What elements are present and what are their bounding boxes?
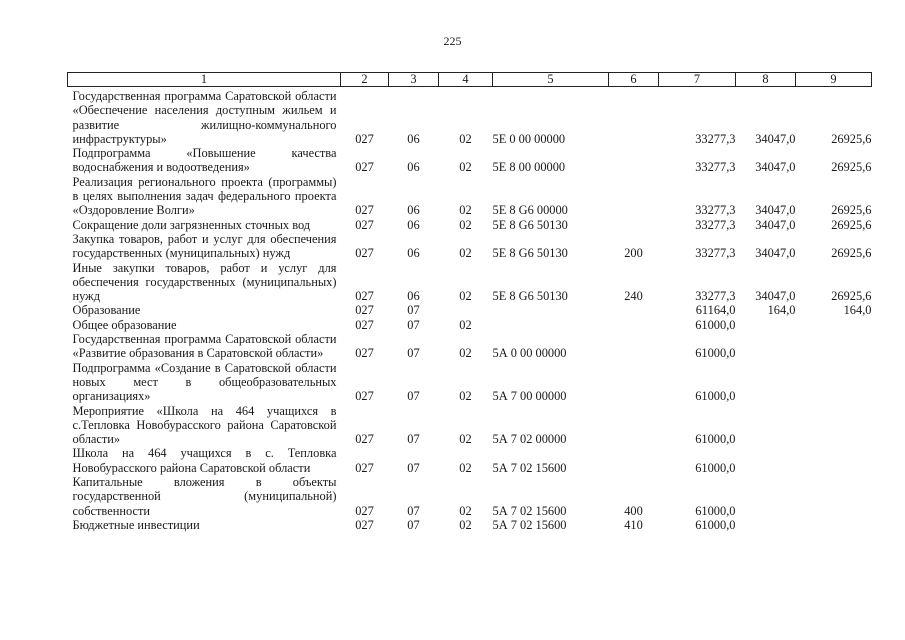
- row-target-article: 5А 7 02 00000: [492, 432, 567, 447]
- row-grbs: 027: [355, 246, 374, 261]
- row-sum-2: [736, 518, 796, 532]
- row-sum-2: 34047,0: [755, 131, 796, 146]
- table-row: [68, 87, 872, 147]
- row-sum-2: 34047,0: [755, 246, 796, 261]
- row-sum-2: 34047,0: [755, 289, 796, 304]
- header-col-4: 4: [439, 73, 493, 87]
- row-sum-1: 61000,0: [695, 432, 736, 447]
- row-grbs: 027: [355, 160, 374, 175]
- row-sum-1: 61000,0: [695, 317, 736, 332]
- row-section: 06: [407, 246, 420, 261]
- row-grbs: 027: [355, 289, 374, 304]
- row-sum-1: 61164,0: [695, 303, 736, 318]
- row-name: Государственная программа Саратовской области «Обеспечение населения доступным жильем и развитие жилищно-коммунального инфраструктуры»: [72, 89, 337, 146]
- table-row: [68, 146, 872, 175]
- row-sum-1: 61000,0: [695, 503, 736, 518]
- row-name: Подпрограмма «Создание в Саратовской области новых мест в общеобразовательных организациях»: [72, 360, 337, 404]
- table-row: [68, 404, 872, 447]
- table-row: [68, 518, 872, 532]
- header-col-3: 3: [389, 73, 439, 87]
- row-expense-type: 200: [624, 246, 643, 261]
- row-name: Закупка товаров, работ и услуг для обеспечения государственных (муниципальных) нужд: [72, 231, 337, 261]
- row-name: Мероприятие «Школа на 464 учащихся в с.Тепловка Новобурасского района Саратовской области»: [72, 403, 337, 447]
- row-name: Бюджетные инвестиции: [72, 517, 200, 532]
- row-sum-3: 26925,6: [831, 246, 872, 261]
- row-grbs: 027: [355, 346, 374, 361]
- row-sum-2: [736, 332, 796, 361]
- row-name: Подпрограмма «Повышение качества водоснабжения и водоотведения»: [72, 146, 337, 175]
- row-subsection: 02: [459, 203, 472, 218]
- row-sum-1: 33277,3: [695, 131, 736, 146]
- row-subsection: 02: [459, 289, 472, 304]
- row-section: 06: [407, 289, 420, 304]
- row-section: 07: [407, 303, 420, 318]
- row-expense-type: [609, 303, 659, 317]
- table-row: [68, 261, 872, 304]
- row-subsection: 02: [459, 346, 472, 361]
- row-target-article: 5А 7 02 15600: [492, 503, 567, 518]
- row-target-article: 5А 7 02 15600: [492, 460, 567, 475]
- header-col-6: 6: [609, 73, 659, 87]
- row-sum-3: 26925,6: [831, 160, 872, 175]
- row-expense-type: 240: [624, 289, 643, 304]
- header-col-1: 1: [68, 73, 341, 87]
- row-grbs: 027: [355, 303, 374, 318]
- row-section: 07: [407, 517, 420, 532]
- row-expense-type: [609, 218, 659, 232]
- row-expense-type: [609, 318, 659, 332]
- row-sum-1: 61000,0: [695, 460, 736, 475]
- table-row: [68, 475, 872, 518]
- row-sum-3: [796, 475, 872, 518]
- row-grbs: 027: [355, 389, 374, 404]
- row-target-article: 5Е 0 00 00000: [492, 131, 566, 146]
- row-subsection: 02: [459, 432, 472, 447]
- header-col-2: 2: [341, 73, 389, 87]
- row-target-article: 5Е 8 00 00000: [492, 160, 566, 175]
- row-section: 07: [407, 346, 420, 361]
- row-target-article: 5А 7 00 00000: [492, 389, 567, 404]
- row-name: Иные закупки товаров, работ и услуг для обеспечения государственных (муниципальных) нужд: [72, 260, 337, 304]
- row-target-article: [493, 303, 609, 317]
- row-section: 07: [407, 389, 420, 404]
- row-sum-3: [796, 446, 872, 475]
- row-sum-1: 33277,3: [695, 203, 736, 218]
- row-sum-1: 33277,3: [695, 160, 736, 175]
- header-col-5: 5: [493, 73, 609, 87]
- row-target-article: 5Е 8 G6 00000: [492, 203, 568, 218]
- row-section: 07: [407, 432, 420, 447]
- row-sum-1: 33277,3: [695, 246, 736, 261]
- table-row: [68, 232, 872, 261]
- row-expense-type: [609, 404, 659, 447]
- row-sum-1: 61000,0: [695, 389, 736, 404]
- row-sum-2: [736, 475, 796, 518]
- table-row: [68, 303, 872, 317]
- row-sum-2: 164,0: [767, 303, 796, 318]
- row-sum-2: [736, 404, 796, 447]
- row-expense-type: [609, 332, 659, 361]
- row-grbs: 027: [355, 432, 374, 447]
- row-subsection: 02: [459, 503, 472, 518]
- row-subsection: 02: [459, 246, 472, 261]
- row-sum-3: [796, 318, 872, 332]
- row-subsection: 02: [459, 160, 472, 175]
- row-grbs: 027: [355, 131, 374, 146]
- row-sum-2: [736, 318, 796, 332]
- row-target-article: 5А 0 00 00000: [492, 346, 567, 361]
- header-row: [68, 73, 872, 87]
- row-section: 07: [407, 460, 420, 475]
- row-subsection: 02: [459, 389, 472, 404]
- row-sum-3: 26925,6: [831, 131, 872, 146]
- row-section: 07: [407, 317, 420, 332]
- row-sum-3: [796, 518, 872, 532]
- header-col-8: 8: [736, 73, 796, 87]
- row-name: Образование: [72, 303, 141, 318]
- row-grbs: 027: [355, 503, 374, 518]
- row-target-article: [493, 318, 609, 332]
- table-row: [68, 361, 872, 404]
- row-target-article: 5А 7 02 15600: [492, 517, 567, 532]
- header-col-9: 9: [796, 73, 872, 87]
- row-grbs: 027: [355, 317, 374, 332]
- row-subsection: 02: [459, 131, 472, 146]
- row-subsection: 02: [459, 317, 472, 332]
- row-sum-3: [796, 361, 872, 404]
- row-name: Реализация регионального проекта (программы) в целях выполнения задач федерального проекта «Оздоровление Волги»: [72, 174, 337, 218]
- row-grbs: 027: [355, 217, 374, 232]
- row-name: Сокращение доли загрязненных сточных вод: [72, 217, 311, 232]
- row-sum-2: 34047,0: [755, 203, 796, 218]
- row-expense-type: 400: [624, 503, 643, 518]
- table-row: [68, 446, 872, 475]
- row-expense-type: [609, 146, 659, 175]
- row-section: 06: [407, 160, 420, 175]
- row-sum-1: 33277,3: [695, 289, 736, 304]
- row-sum-1: 61000,0: [695, 346, 736, 361]
- row-expense-type: [609, 175, 659, 218]
- row-section: 07: [407, 503, 420, 518]
- table-body: [68, 87, 872, 533]
- row-subsection: 02: [459, 460, 472, 475]
- row-sum-3: 164,0: [843, 303, 872, 318]
- row-target-article: 5Е 8 G6 50130: [492, 217, 568, 232]
- row-target-article: 5Е 8 G6 50130: [492, 246, 568, 261]
- row-expense-type: 410: [624, 517, 643, 532]
- row-sum-3: [796, 404, 872, 447]
- row-subsection: [439, 303, 493, 317]
- row-sum-2: 34047,0: [755, 160, 796, 175]
- row-section: 06: [407, 203, 420, 218]
- table-row: [68, 175, 872, 218]
- table-row: [68, 318, 872, 332]
- budget-table: [67, 72, 872, 532]
- row-section: 06: [407, 131, 420, 146]
- row-grbs: 027: [355, 517, 374, 532]
- row-subsection: 02: [459, 517, 472, 532]
- row-sum-2: 34047,0: [755, 217, 796, 232]
- table-row: [68, 332, 872, 361]
- row-name: Государственная программа Саратовской области «Развитие образования в Саратовской области»: [72, 332, 337, 361]
- row-sum-3: 26925,6: [831, 217, 872, 232]
- row-sum-2: [736, 361, 796, 404]
- row-expense-type: [609, 446, 659, 475]
- row-sum-3: 26925,6: [831, 289, 872, 304]
- header-col-7: 7: [659, 73, 736, 87]
- row-subsection: 02: [459, 217, 472, 232]
- row-sum-2: [736, 446, 796, 475]
- row-grbs: 027: [355, 203, 374, 218]
- row-name: Школа на 464 учащихся в с. Тепловка Новобурасского района Саратовской области: [72, 446, 337, 475]
- row-name: Капитальные вложения в объекты государственной (муниципальной) собственности: [72, 475, 337, 518]
- row-expense-type: [609, 87, 659, 147]
- row-target-article: 5Е 8 G6 50130: [492, 289, 568, 304]
- row-sum-1: 61000,0: [695, 517, 736, 532]
- row-sum-3: 26925,6: [831, 203, 872, 218]
- row-expense-type: [609, 361, 659, 404]
- row-name: Общее образование: [72, 317, 177, 332]
- row-grbs: 027: [355, 460, 374, 475]
- table-row: [68, 218, 872, 232]
- row-section: 06: [407, 217, 420, 232]
- row-sum-1: 33277,3: [695, 217, 736, 232]
- row-sum-3: [796, 332, 872, 361]
- page-number: 225: [443, 34, 462, 48]
